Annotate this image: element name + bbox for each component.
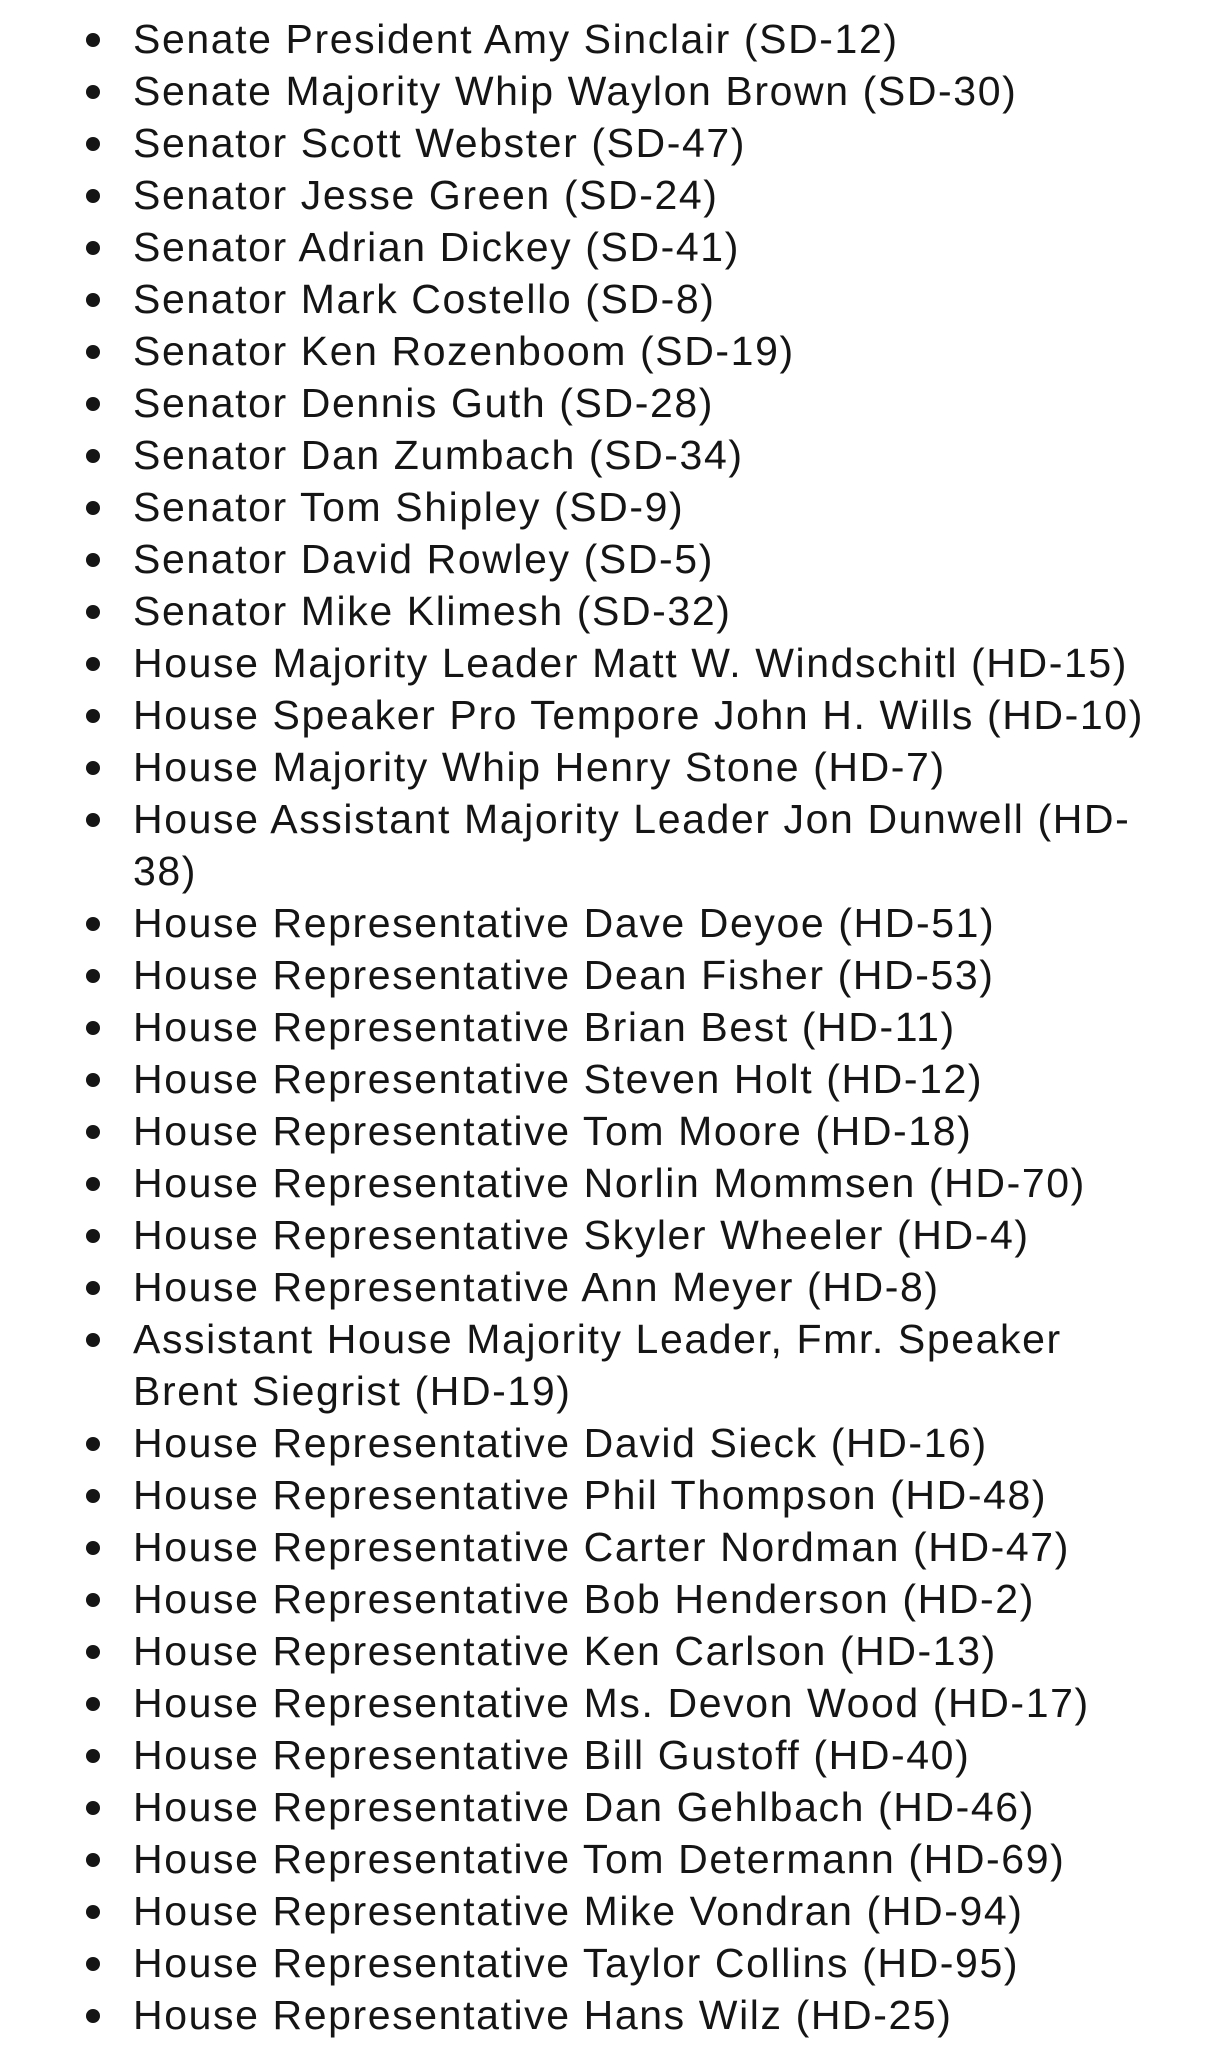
bullet-icon [86,761,100,775]
bullet-icon [86,917,100,931]
list-item [0,1625,1228,1677]
bullet-icon [86,813,100,827]
list-item [0,585,1228,637]
list-item [0,117,1228,169]
bullet-icon [86,1073,100,1087]
bullet-icon [86,1489,100,1503]
bullet-icon [86,1645,100,1659]
list-item-text: House Majority Whip Henry Stone (HD-7) [133,744,946,790]
list-item [0,1885,1228,1937]
bullet-icon [86,553,100,567]
bullet-icon [86,293,100,307]
legislator-list [0,13,1228,2041]
list-item-text: House Representative Carter Nordman (HD-47) [133,1524,1070,1570]
list-item-text: Senate Majority Whip Waylon Brown (SD-30) [133,68,1018,114]
list-item [0,897,1228,949]
list-item [0,65,1228,117]
list-item-text: House Representative Hans Wilz (HD-25) [133,1992,953,2038]
list-item [0,1209,1228,1261]
bullet-icon [86,657,100,671]
list-item-text: House Representative Norlin Mommsen (HD-70) [133,1160,1086,1206]
bullet-icon [86,1125,100,1139]
bullet-icon [86,397,100,411]
list-item [0,1989,1228,2041]
list-item-text: House Representative Tom Determann (HD-69) [133,1836,1066,1882]
bullet-icon [86,189,100,203]
bullet-icon [86,1021,100,1035]
bullet-icon [86,449,100,463]
list-item-text: House Representative Brian Best (HD-11) [133,1004,956,1050]
list-item [0,169,1228,221]
bullet-icon [86,1853,100,1867]
bullet-icon [86,2009,100,2023]
list-item [0,1573,1228,1625]
list-item-text: House Representative Steven Holt (HD-12) [133,1056,984,1102]
list-item [0,377,1228,429]
list-item-text: Senator Dennis Guth (SD-28) [133,380,715,426]
bullet-icon [86,969,100,983]
list-item [0,429,1228,481]
list-item [0,741,1228,793]
list-item-text: Senator Ken Rozenboom (SD-19) [133,328,795,374]
list-item-text: House Representative Taylor Collins (HD-95) [133,1940,1020,1986]
list-item [0,13,1228,65]
list-item [0,949,1228,1001]
list-item-text: House Representative Dean Fisher (HD-53) [133,952,995,998]
bullet-icon [86,33,100,47]
list-item [0,1053,1228,1105]
list-item-text: Senator Jesse Green (SD-24) [133,172,719,218]
list-item-text: Assistant House Majority Leader, Fmr. Speaker Brent Siegrist (HD-19) [133,1316,1062,1414]
bullet-icon [86,345,100,359]
list-item-text: Senator Mark Costello (SD-8) [133,276,716,322]
list-item [0,793,1228,897]
list-item [0,1937,1228,1989]
list-item [0,1313,1173,1417]
list-item [0,221,1228,273]
list-item [0,325,1228,377]
list-item-text: Senator Scott Webster (SD-47) [133,120,747,166]
list-item-text: House Assistant Majority Leader Jon Dunwell (HD-38) [133,796,1131,894]
bullet-icon [86,1905,100,1919]
list-item [0,689,1228,741]
list-item-text: House Speaker Pro Tempore John H. Wills (HD-10) [133,692,1144,738]
bullet-icon [86,1333,100,1347]
list-item [0,1677,1228,1729]
list-item [0,1001,1228,1053]
list-item [0,1521,1228,1573]
list-item-text: House Representative Phil Thompson (HD-48) [133,1472,1048,1518]
list-item-text: Senator David Rowley (SD-5) [133,536,714,582]
list-item-text: Senator Mike Klimesh (SD-32) [133,588,732,634]
bullet-icon [86,1437,100,1451]
list-item [0,533,1228,585]
bullet-icon [86,137,100,151]
list-item [0,1105,1228,1157]
list-item-text: House Representative Ken Carlson (HD-13) [133,1628,997,1674]
list-item [0,1157,1228,1209]
bullet-icon [86,1229,100,1243]
list-item-text: House Majority Leader Matt W. Windschitl (HD-15) [133,640,1129,686]
bullet-icon [86,85,100,99]
list-item-text: Senate President Amy Sinclair (SD-12) [133,16,899,62]
bullet-icon [86,1281,100,1295]
list-item-text: House Representative Ms. Devon Wood (HD-17) [133,1680,1090,1726]
list-item-text: House Representative Tom Moore (HD-18) [133,1108,973,1154]
bullet-icon [86,605,100,619]
bullet-icon [86,1749,100,1763]
list-item-text: House Representative Skyler Wheeler (HD-4) [133,1212,1030,1258]
bullet-icon [86,1957,100,1971]
bullet-icon [86,709,100,723]
list-item [0,273,1228,325]
list-item [0,637,1228,689]
bullet-icon [86,1593,100,1607]
list-item-text: House Representative Mike Vondran (HD-94) [133,1888,1024,1934]
bullet-icon [86,501,100,515]
list-item-text: Senator Tom Shipley (SD-9) [133,484,685,530]
list-item-text: House Representative Ann Meyer (HD-8) [133,1264,940,1310]
list-item [0,1469,1228,1521]
list-item [0,481,1228,533]
list-item-text: House Representative Dave Deyoe (HD-51) [133,900,996,946]
bullet-icon [86,1541,100,1555]
bullet-icon [86,1697,100,1711]
list-item [0,1417,1228,1469]
list-item-text: House Representative David Sieck (HD-16) [133,1420,988,1466]
bullet-icon [86,241,100,255]
list-item [0,1833,1228,1885]
list-item-text: Senator Dan Zumbach (SD-34) [133,432,744,478]
list-item-text: House Representative Dan Gehlbach (HD-46) [133,1784,1035,1830]
bullet-icon [86,1801,100,1815]
list-item-text: Senator Adrian Dickey (SD-41) [133,224,740,270]
bullet-icon [86,1177,100,1191]
list-item [0,1781,1228,1833]
list-item-text: House Representative Bob Henderson (HD-2) [133,1576,1035,1622]
list-item [0,1729,1228,1781]
list-item-text: House Representative Bill Gustoff (HD-40) [133,1732,971,1778]
list-item [0,1261,1228,1313]
